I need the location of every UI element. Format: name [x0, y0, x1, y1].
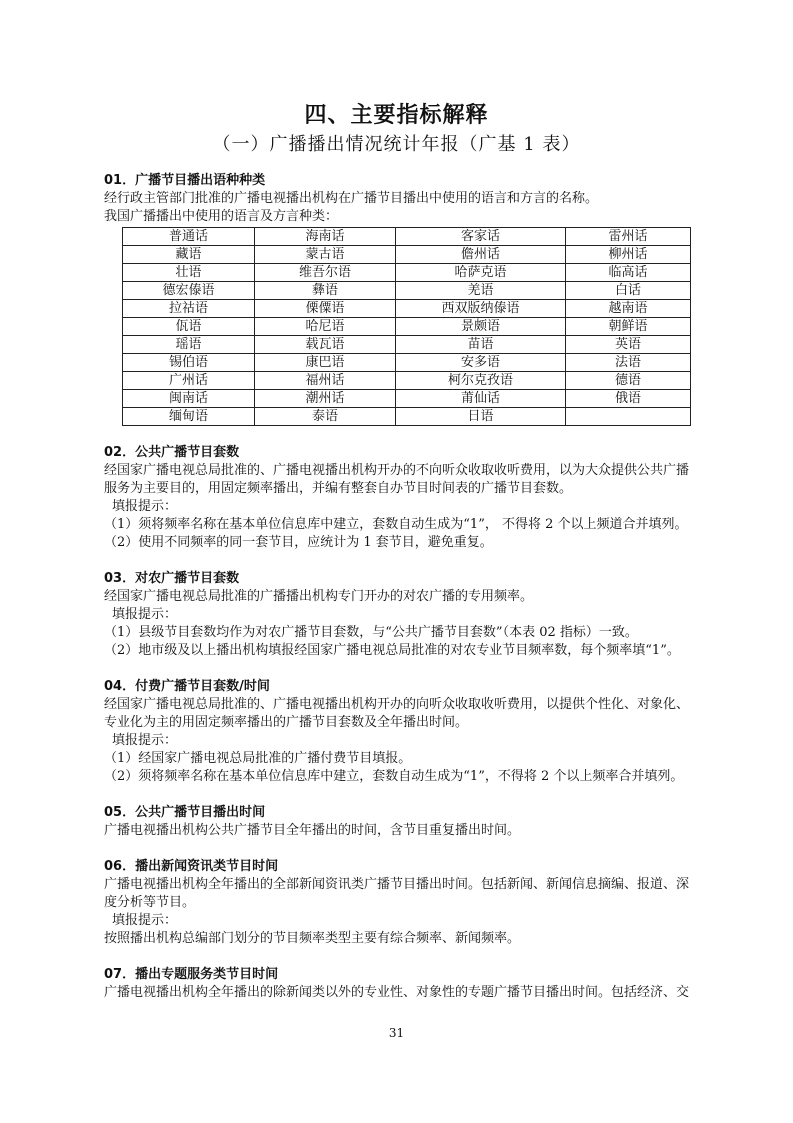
table-cell: 德宏傣语: [123, 282, 255, 300]
section-07-line: 广播电视播出机构全年播出的除新闻类以外的专业性、对象性的专题广播节目播出时间。包括经济、交: [104, 985, 690, 1000]
section-03-line: （2）地市级及以上播出机构填报经国家广播电视总局批准的对农专业节目频率数，每个频率填“1”。: [104, 643, 680, 658]
table-cell: 法语: [566, 354, 691, 372]
section-02-line: （1）须将频率名称在基本单位信息库中建立，套数自动生成为“1”， 不得将 2 个以上频道合并填列。: [104, 517, 688, 532]
table-cell: 英语: [566, 336, 691, 354]
section-02-line: （2）使用不同频率的同一套节目，应统计为 1 套节目，避免重复。: [104, 535, 493, 550]
table-cell: 日语: [396, 408, 566, 426]
table-row: [123, 246, 691, 264]
page-number: 31: [388, 1026, 405, 1040]
section-heading-02: 02．公共广播节目套数: [104, 445, 240, 460]
table-cell: 潮州话: [255, 390, 396, 408]
section-04-line: （1）经国家广播电视总局批准的广播付费节目填报。: [104, 751, 412, 766]
table-cell: 福州话: [255, 372, 396, 390]
section-06-hint-label: 填报提示：: [112, 913, 178, 928]
page-subtitle: （一）广播播出情况统计年报（广基 1 表）: [212, 134, 581, 155]
section-heading-05: 05．公共广播节目播出时间: [104, 805, 266, 820]
table-cell: 莆仙话: [396, 390, 566, 408]
table-cell: 瑶语: [123, 336, 255, 354]
section-03-line: （1）县级节目套数均作为对农广播节目套数，与“公共广播节目套数”（本表 02 指标）一致。: [104, 625, 638, 640]
table-row: [123, 264, 691, 282]
section-02-line: 服务为主要目的，用固定频率播出，并编有整套自办节目时间表的广播节目套数。: [104, 481, 573, 496]
table-cell: 客家话: [396, 228, 566, 246]
section-heading-03: 03．对农广播节目套数: [104, 571, 240, 586]
table-cell: 柳州话: [566, 246, 691, 264]
table-cell: 泰语: [255, 408, 396, 426]
section-02-line: 经国家广播电视总局批准的、广播电视播出机构开办的不向听众收取收听费用，以为大众提供公共广播: [104, 463, 690, 478]
table-cell: 西双版纳傣语: [396, 300, 566, 318]
language-table: [122, 227, 691, 426]
table-cell: 德语: [566, 372, 691, 390]
table-cell: 哈萨克语: [396, 264, 566, 282]
table-row: [123, 228, 691, 246]
section-06-line: 按照播出机构总编部门划分的节目频率类型主要有综合频率、新闻频率。: [104, 931, 521, 946]
section-01-line: 经行政主管部门批准的广播电视播出机构在广播节目播出中使用的语言和方言的名称。: [104, 191, 599, 206]
table-row: [123, 300, 691, 318]
table-row: [123, 318, 691, 336]
table-cell: 载瓦语: [255, 336, 396, 354]
table-cell: 羌语: [396, 282, 566, 300]
section-06-line: 度分析等节目。: [104, 895, 196, 910]
section-04-hint-label: 填报提示：: [112, 733, 178, 748]
table-row: [123, 390, 691, 408]
table-cell: 临高话: [566, 264, 691, 282]
section-heading-04: 04．付费广播节目套数/时间: [104, 679, 270, 694]
table-cell: 普通话: [123, 228, 255, 246]
table-cell: 安多语: [396, 354, 566, 372]
section-heading-06: 06．播出新闻资讯类节目时间: [104, 859, 279, 874]
section-04-line: （2）须将频率名称在基本单位信息库中建立，套数自动生成为“1”，不得将 2 个以上频率合并填列。: [104, 769, 684, 784]
document-body: [104, 172, 740, 1002]
table-row: [123, 408, 691, 426]
section-heading-01: 01．广播节目播出语种种类: [104, 173, 266, 188]
table-cell: [566, 408, 691, 426]
table-cell: 康巴语: [255, 354, 396, 372]
table-cell: 苗语: [396, 336, 566, 354]
table-row: [123, 354, 691, 372]
section-06-line: 广播电视播出机构全年播出的全部新闻资讯类广播节目播出时间。包括新闻、新闻信息摘编、报道、深: [104, 877, 690, 892]
table-cell: 佤语: [123, 318, 255, 336]
table-cell: 广州话: [123, 372, 255, 390]
table-cell: 蒙古语: [255, 246, 396, 264]
section-02-hint-label: 填报提示：: [112, 499, 178, 514]
table-cell: 俄语: [566, 390, 691, 408]
table-row: [123, 282, 691, 300]
table-cell: 拉祜语: [123, 300, 255, 318]
table-cell: 壮语: [123, 264, 255, 282]
table-cell: 锡伯语: [123, 354, 255, 372]
section-03-line: 经国家广播电视总局批准的广播播出机构专门开办的对农广播的专用频率。: [104, 589, 534, 604]
table-cell: 海南话: [255, 228, 396, 246]
table-cell: 儋州话: [396, 246, 566, 264]
section-04-line: 专业化为主的用固定频率播出的广播节目套数及全年播出时间。: [104, 715, 469, 730]
section-03-hint-label: 填报提示：: [112, 607, 178, 622]
table-cell: 雷州话: [566, 228, 691, 246]
table-cell: 朝鲜语: [566, 318, 691, 336]
table-cell: 维吾尔语: [255, 264, 396, 282]
table-row: [123, 372, 691, 390]
table-cell: 傈僳语: [255, 300, 396, 318]
table-cell: 彝语: [255, 282, 396, 300]
table-cell: 闽南话: [123, 390, 255, 408]
table-cell: 藏语: [123, 246, 255, 264]
table-row: [123, 336, 691, 354]
table-cell: 缅甸语: [123, 408, 255, 426]
table-cell: 柯尔克孜语: [396, 372, 566, 390]
table-cell: 白话: [566, 282, 691, 300]
table-cell: 越南语: [566, 300, 691, 318]
table-cell: 哈尼语: [255, 318, 396, 336]
section-04-line: 经国家广播电视总局批准的、广播电视播出机构开办的向听众收取收听费用，以提供个性化、对象化、: [104, 697, 690, 712]
section-05-line: 广播电视播出机构公共广播节目全年播出的时间，含节目重复播出时间。: [104, 823, 521, 838]
section-01-line: 我国广播播出中使用的语言及方言种类：: [104, 209, 339, 224]
page-title: 四、主要指标解释: [304, 103, 489, 128]
table-cell: 景颇语: [396, 318, 566, 336]
section-heading-07: 07．播出专题服务类节目时间: [104, 967, 279, 982]
